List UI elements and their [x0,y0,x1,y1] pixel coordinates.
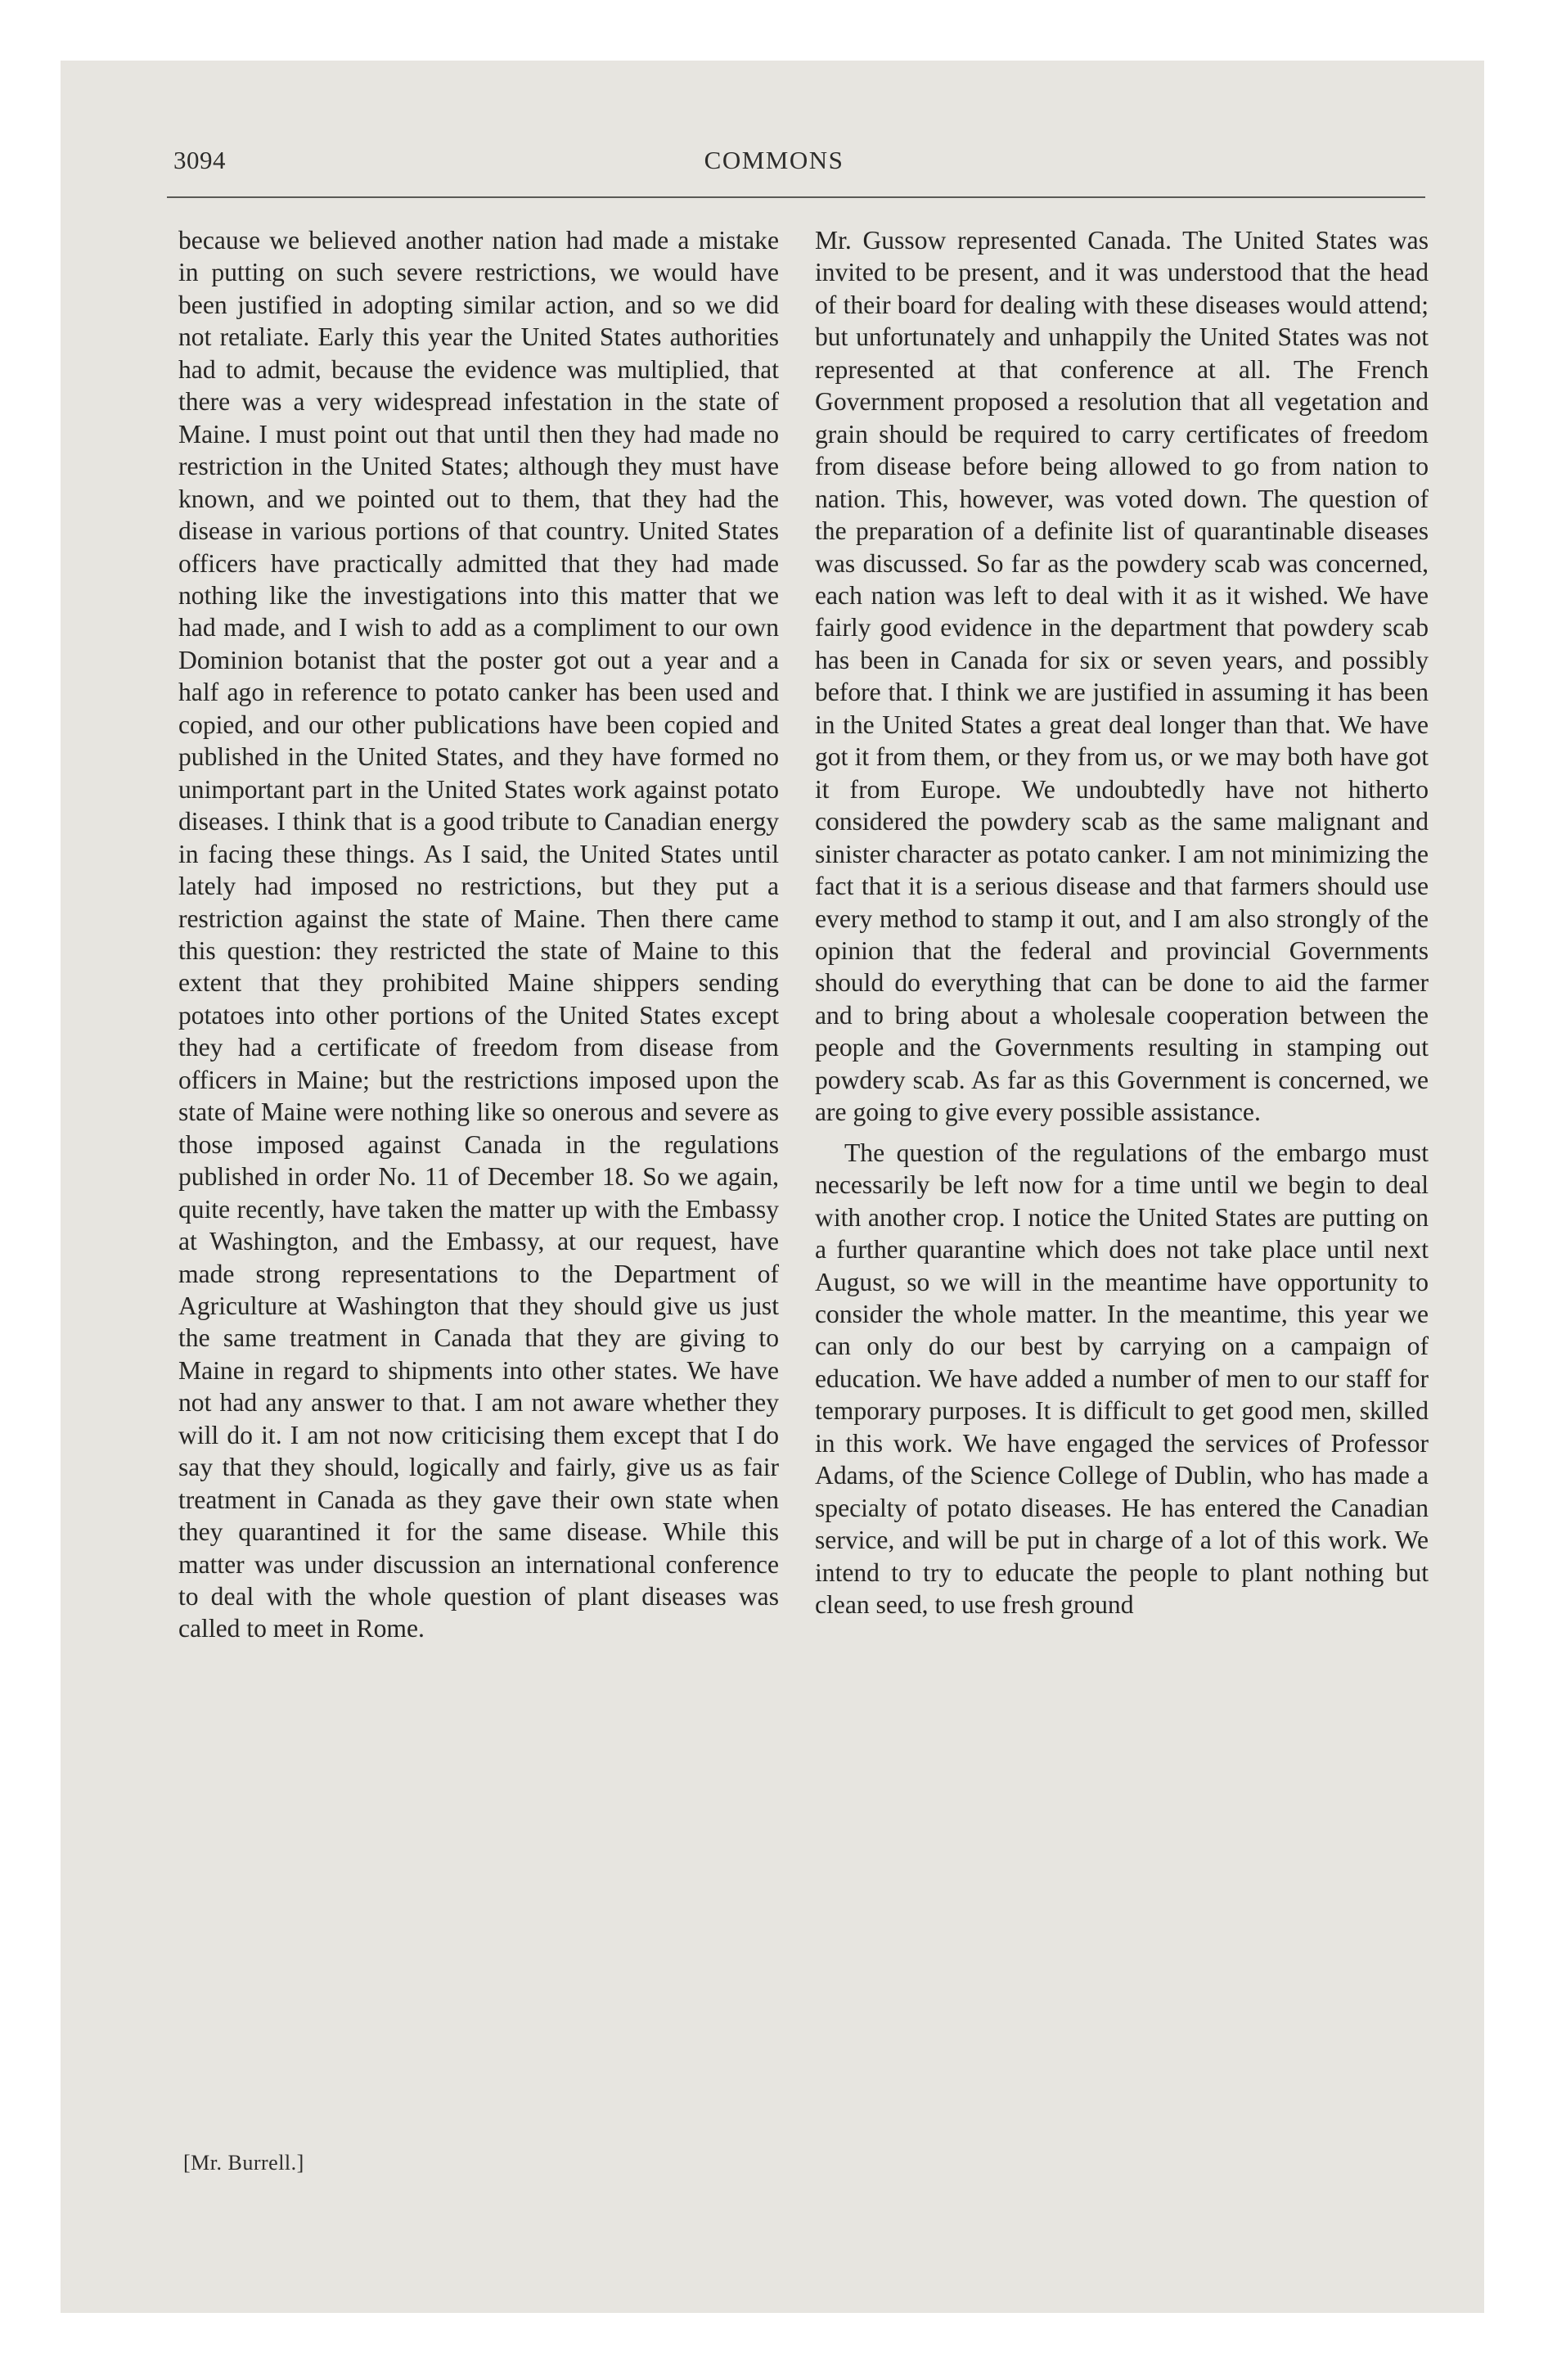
page-number: 3094 [173,146,226,174]
right-paragraph-1: Mr. Gussow represented Canada. The United States was invited to be present, and it was understood that the head of their board for dealing with these diseases would attend; but unfortunately and unhappily the United States was not represented at that conference at all. The French Government proposed a resolution that all vegetation and grain should be required to carry certificates of freedom from disease before being allowed to go from nation to nation. This, however, was voted down. The question of the preparation of a definite list of quarantinable diseases was discussed. So far as the powdery scab was concerned, each nation was left to deal with it as it wished. We have fairly good evidence in the department that powdery scab has been in Canada for six or seven years, and possibly before that. I think we are justified in assuming it has been in the United States a great deal longer than that. We have got it from them, or they from us, or we may both have got it from Europe. We undoubtedly have not hitherto considered the powdery scab as the same malignant and sinister character as potato canker. I am not minimizing the fact that it is a serious disease and that farmers should use every method to stamp it out, and I am also strongly of the opinion that the federal and provincial Governments should do everything that can be done to aid the farmer and to bring about a wholesale cooperation between the people and the Governments resulting in stamping out powdery scab. As far as this Government is concerned, we are going to give every possible assistance. [815,226,1429,1127]
page-header [116,146,1432,187]
left-column [178,224,779,1645]
header-rule [167,196,1425,198]
right-column [815,224,1429,1620]
left-paragraph-1: because we believed another nation had made a mistake in putting on such severe restrictions, we would have been justified in adopting similar action, and so we did not retaliate. Early this year the United States authorities had to admit, because the evidence was multiplied, that there was a very widespread infestation in the state of Maine. I must point out that until then they had made no restriction in the United States; although they must have known, and we pointed out to them, that they had the disease in various portions of that country. United States officers have practically admitted that they had made nothing like the investigations into this matter that we had made, and I wish to add as a compliment to our own Dominion botanist that the poster got out a year and a half ago in reference to potato canker has been used and copied, and our other publications have been copied and published in the United States, and they have formed no unimportant part in the United States work against potato diseases. I think that is a good tribute to Canadian energy in facing these things. As I said, the United States until lately had imposed no restrictions, but they put a restriction against the state of Maine. Then there came this question: they restricted the state of Maine to this extent that they prohibited Maine shippers sending potatoes into other portions of the United States except they had a certificate of freedom from disease from officers in Maine; but the restrictions imposed upon the state of Maine were nothing like so onerous and severe as those imposed against Canada in the regulations published in order No. 11 of December 18. So we again, quite recently, have taken the matter up with the Embassy at Washington, and the Embassy, at our request, have made strong representations to the Department of Agriculture at Washington that they should give us just the same treatment in Canada that they are giving to Maine in regard to shipments into other states. We have not had any answer to that. I am not aware whether they will do it. I am not now criticising them except that I do say that they should, logically and fairly, give us as fair treatment in Canada as they gave their own state when they quarantined it for the same disease. While this matter was under discussion an international conference to deal with the whole question of plant diseases was called to meet in Rome. [178,226,779,1643]
speaker-tag: [Mr. Burrell.] [183,2151,304,2175]
right-paragraph-2: The question of the regulations of the embargo must necessarily be left now for a time until we begin to deal with another crop. I notice the United States are putting on a further quarantine which does not take place until next August, so we will in the meantime have opportunity to consider the whole matter. In the meantime, this year we can only do our best by carrying on a campaign of education. We have added a number of men to our staff for temporary purposes. It is difficult to get good men, skilled in this work. We have engaged the services of Professor Adams, of the Science College of Dublin, who has made a specialty of potato diseases. He has entered the Canadian service, and will be put in charge of a lot of this work. We intend to try to educate the people to plant nothing but clean seed, to use fresh ground [815,1138,1429,1620]
running-head: COMMONS [704,146,844,174]
